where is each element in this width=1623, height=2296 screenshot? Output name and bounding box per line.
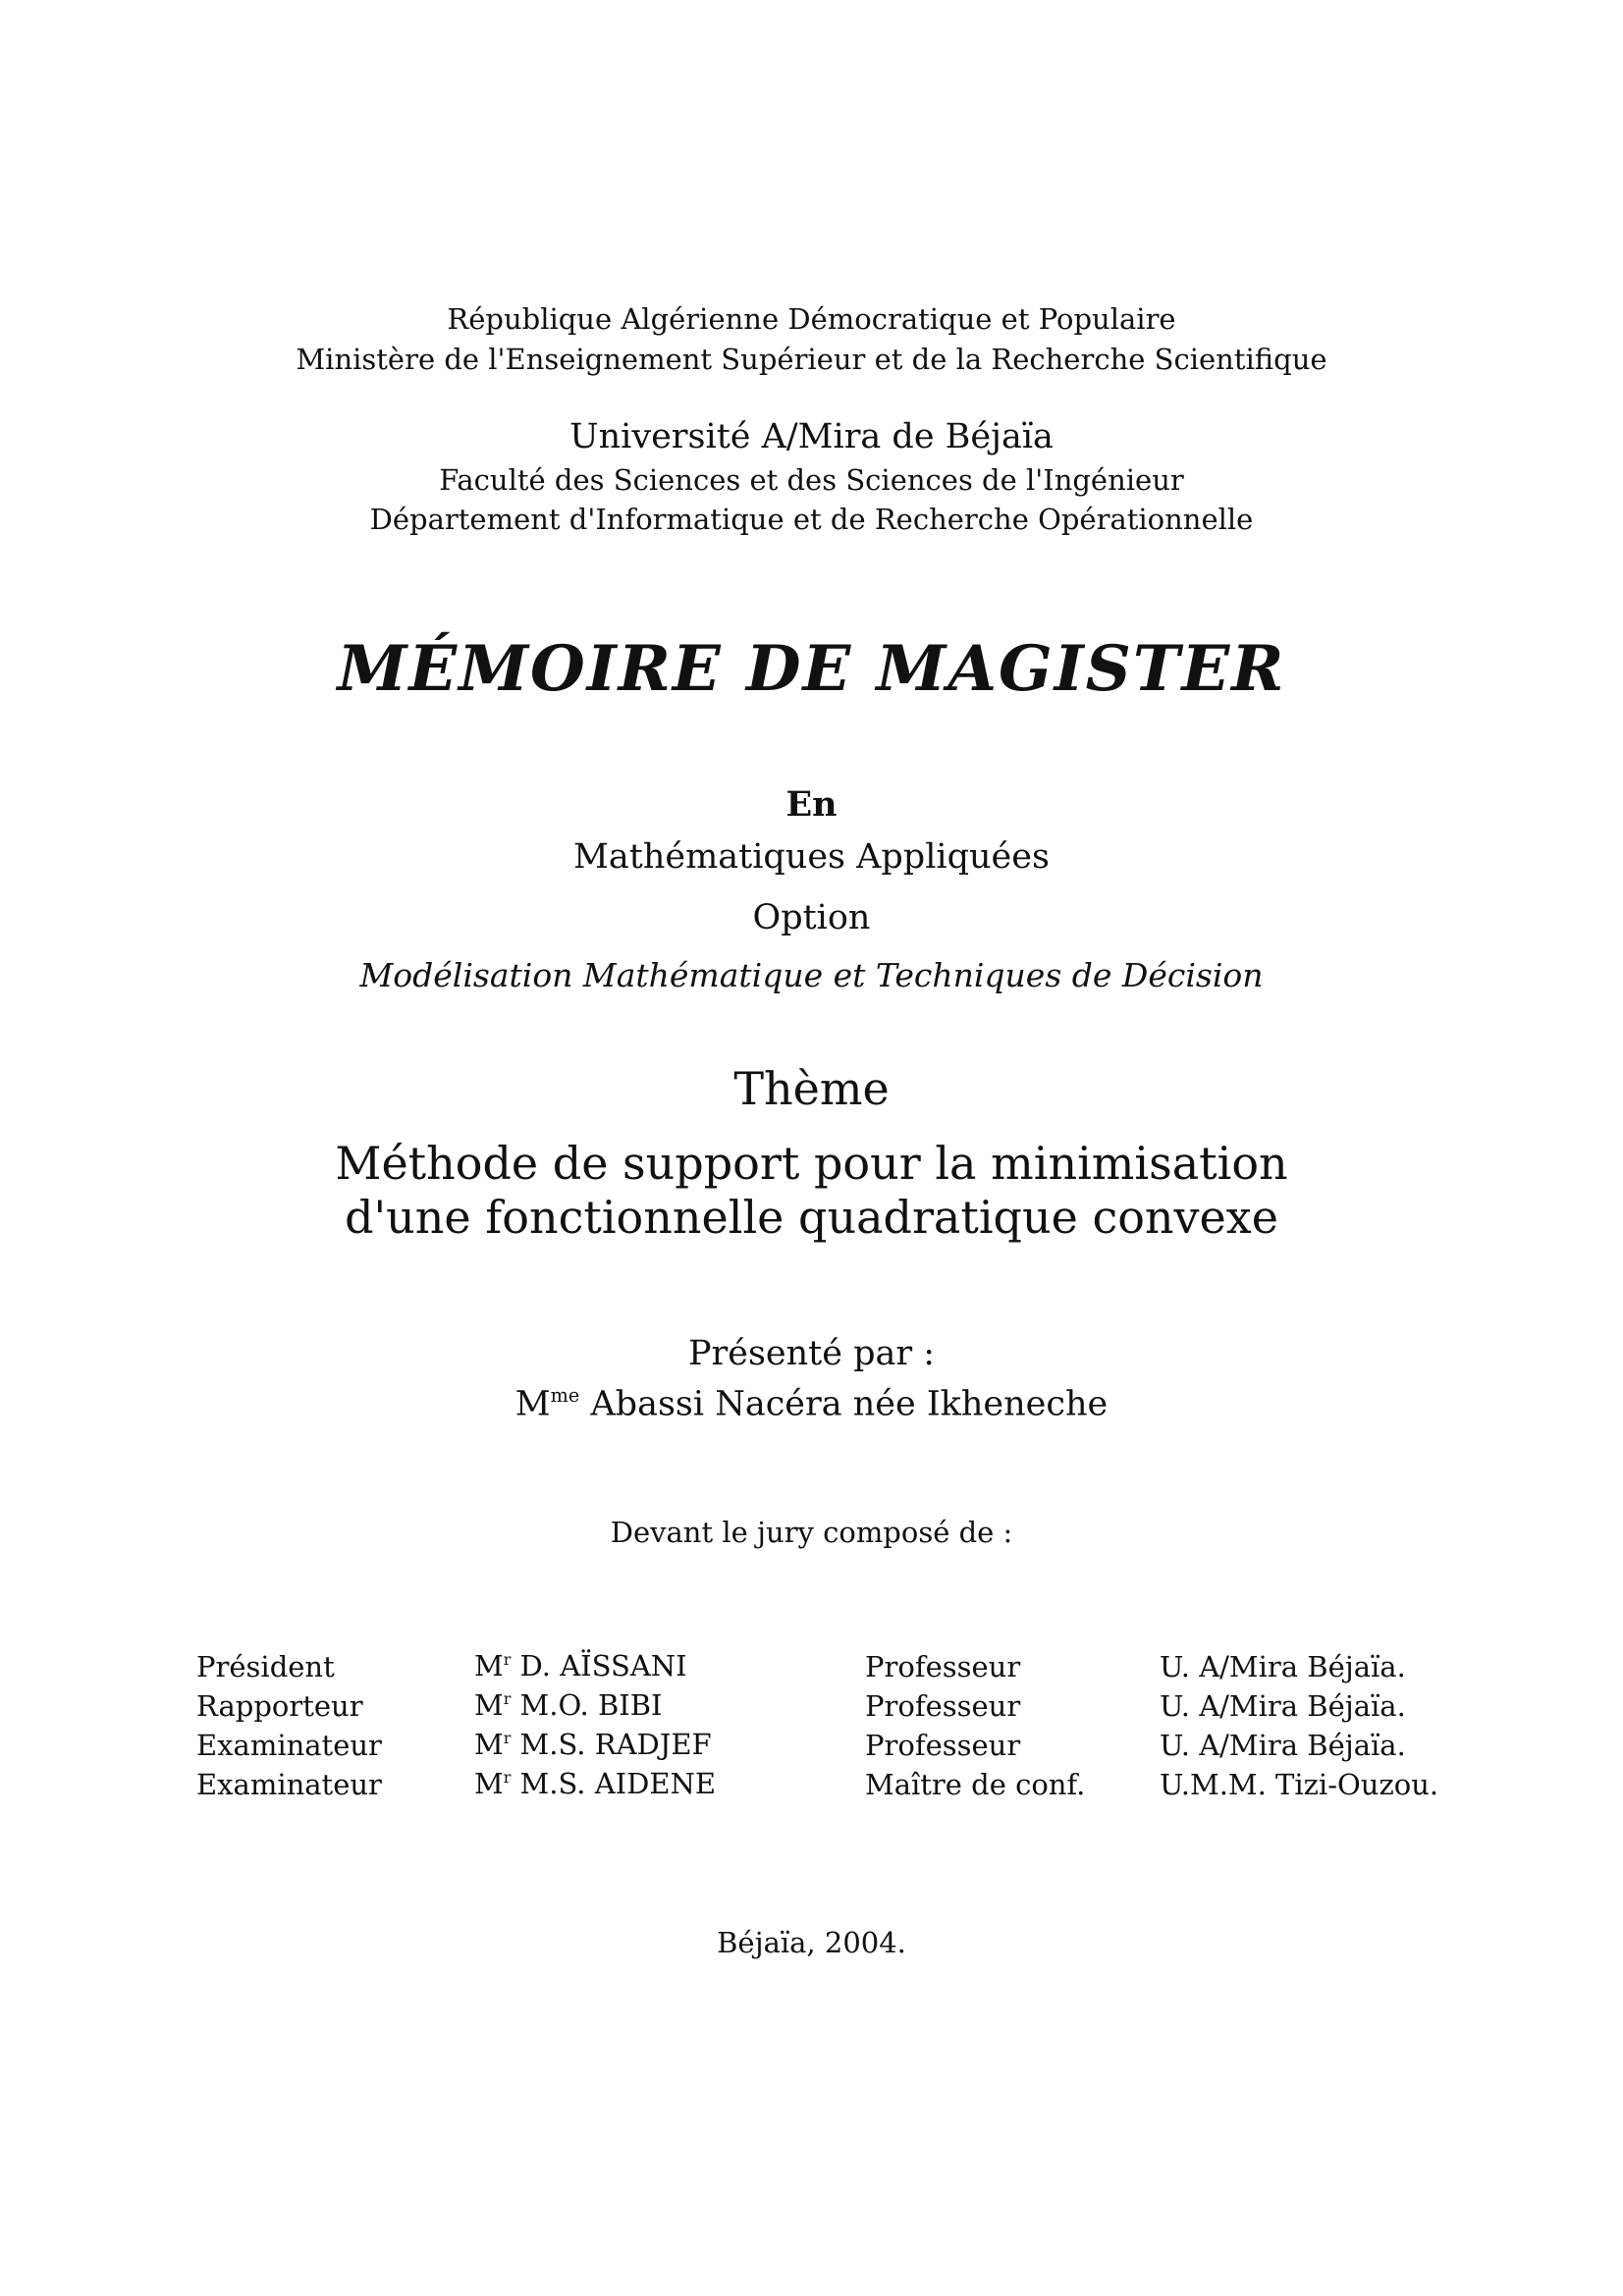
jury-rank: Professeur [865, 1728, 1021, 1762]
jury-row [196, 1726, 1493, 1765]
jury-prefix-suffix: r [503, 1768, 512, 1788]
jury-name: D. AÏSSANI [519, 1649, 687, 1683]
jury-rank: Maître de conf. [865, 1767, 1086, 1801]
thesis-title: MÉMOIRE DE MAGISTER [337, 632, 1286, 706]
jury-prefix-suffix: r [503, 1650, 512, 1670]
jury-member-name [474, 1765, 865, 1804]
option-label: Option [752, 898, 871, 937]
jury-institution: U. A/Mira Béjaïa. [1160, 1649, 1406, 1683]
en-label: En [785, 784, 838, 825]
author-line [0, 1384, 1623, 1424]
jury-name: M.O. BIBI [519, 1688, 663, 1723]
theme-label: Thème [733, 1062, 890, 1115]
jury-row [196, 1647, 1493, 1686]
option-name: Modélisation Mathématique et Techniques de Décision [359, 956, 1264, 994]
jury-role: Examinateur [196, 1728, 382, 1762]
place-date: Béjaïa, 2004. [717, 1926, 906, 1959]
jury-prefix-suffix: r [503, 1729, 512, 1748]
author-title-suffix: me [550, 1384, 580, 1407]
theme-title-line-1: Méthode de support pour la minimisation [335, 1137, 1288, 1190]
ministry-line: Ministère de l'Enseignement Supérieur et de la Recherche Scientifique [296, 343, 1327, 376]
jury-prefix: M [474, 1688, 504, 1723]
presented-by-label: Présenté par : [687, 1334, 936, 1373]
jury-prefix: M [474, 1649, 504, 1683]
republic-line: République Algérienne Démocratique et Populaire [447, 302, 1176, 336]
jury-role: Examinateur [196, 1767, 382, 1801]
jury-row [196, 1765, 1493, 1804]
author-title-prefix: M [514, 1384, 551, 1424]
jury-prefix-suffix: r [503, 1689, 512, 1709]
jury-prefix: M [474, 1728, 504, 1762]
author-name: Abassi Nacéra née Ikheneche [590, 1384, 1109, 1424]
jury-name: M.S. RADJEF [519, 1728, 712, 1762]
jury-member-name [474, 1686, 865, 1726]
jury-institution: U. A/Mira Béjaïa. [1160, 1688, 1406, 1723]
jury-institution: U.M.M. Tizi-Ouzou. [1160, 1767, 1439, 1801]
jury-role: Président [196, 1649, 335, 1683]
university-name: Université A/Mira de Béjaïa [569, 417, 1054, 456]
department-line: Département d'Informatique et de Recherche Opérationnelle [369, 503, 1254, 536]
jury-rank: Professeur [865, 1688, 1021, 1723]
jury-row [196, 1686, 1493, 1726]
jury-role: Rapporteur [196, 1688, 363, 1723]
jury-institution: U. A/Mira Béjaïa. [1160, 1728, 1406, 1762]
jury-rank: Professeur [865, 1649, 1021, 1683]
jury-name: M.S. AIDENE [519, 1767, 717, 1801]
jury-member-name [474, 1726, 865, 1765]
faculty-line: Faculté des Sciences et des Sciences de l'Ingénieur [439, 463, 1184, 497]
jury-prefix: M [474, 1767, 504, 1801]
jury-table [196, 1647, 1493, 1804]
theme-title-line-2: d'une fonctionnelle quadratique convexe [345, 1191, 1278, 1244]
jury-intro: Devant le jury composé de : [610, 1516, 1013, 1549]
jury-member-name [474, 1647, 865, 1686]
field-name: Mathématiques Appliquées [573, 837, 1050, 877]
